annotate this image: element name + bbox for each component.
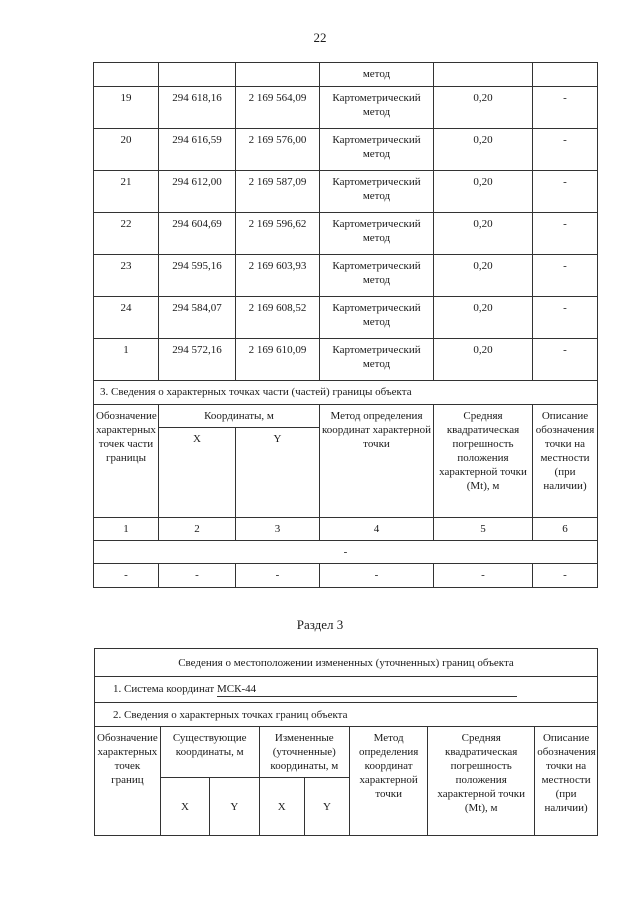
- desc-cell: -: [533, 129, 598, 171]
- header-coords: Координаты, м: [159, 405, 320, 428]
- table-row: [95, 703, 598, 727]
- method-cell: Картометрический метод: [320, 339, 434, 381]
- col-number: 5: [434, 518, 533, 541]
- header-desc: Описание обозначения точки на местности (при наличии): [535, 727, 598, 836]
- y-coordinate: 2 169 596,62: [236, 213, 320, 255]
- mt-value: 0,20: [434, 297, 533, 339]
- table-row: [94, 381, 598, 405]
- point-number: 20: [94, 129, 159, 171]
- header-y: Y: [304, 778, 349, 836]
- header-y: Y: [236, 428, 320, 518]
- x-coordinate: 294 572,16: [159, 339, 236, 381]
- point-number: 21: [94, 171, 159, 213]
- empty-cell: -: [533, 564, 598, 588]
- y-coordinate: 2 169 603,93: [236, 255, 320, 297]
- header-row: [95, 727, 598, 778]
- mt-value: 0,20: [434, 87, 533, 129]
- header-method: Метод определения координат характерной точки: [350, 727, 428, 836]
- empty-row: [94, 564, 598, 588]
- point-number: 1: [94, 339, 159, 381]
- dash-row: [94, 541, 598, 564]
- y-coordinate: 2 169 564,09: [236, 87, 320, 129]
- x-coordinate: 294 604,69: [159, 213, 236, 255]
- number-row: [94, 518, 598, 541]
- point-number: 22: [94, 213, 159, 255]
- coord-system-label: 1. Система координат: [113, 683, 215, 695]
- table-row: [94, 255, 598, 297]
- table-row: [94, 87, 598, 129]
- desc-cell: -: [533, 213, 598, 255]
- coord-system-value: МСК-44: [217, 682, 517, 697]
- desc-cell: -: [533, 87, 598, 129]
- table-row: [94, 63, 598, 87]
- empty-cell: -: [320, 564, 434, 588]
- mt-value: 0,20: [434, 339, 533, 381]
- col-number: 4: [320, 518, 434, 541]
- col-number: 3: [236, 518, 320, 541]
- point-number: 19: [94, 87, 159, 129]
- method-cell: Картометрический метод: [320, 87, 434, 129]
- coordinates-table: [93, 62, 598, 588]
- mt-value: 0,20: [434, 213, 533, 255]
- desc-cell: -: [533, 255, 598, 297]
- empty-cell: -: [94, 564, 159, 588]
- header-changed: Измененные (уточненные) координаты, м: [259, 727, 350, 778]
- method-cell: Картометрический метод: [320, 213, 434, 255]
- header-x: X: [159, 428, 236, 518]
- header-existing: Существующие координаты, м: [160, 727, 259, 778]
- table-row: [94, 129, 598, 171]
- header-x: X: [160, 778, 209, 836]
- section-title: Раздел 3: [296, 617, 344, 632]
- x-coordinate: 294 612,00: [159, 171, 236, 213]
- header-point: Обозначение характерных точек границ: [95, 727, 161, 836]
- table-row: [95, 677, 598, 703]
- x-coordinate: 294 616,59: [159, 129, 236, 171]
- method-cell: Картометрический метод: [320, 171, 434, 213]
- col-number: 2: [159, 518, 236, 541]
- desc-cell: -: [533, 171, 598, 213]
- header-y: Y: [210, 778, 259, 836]
- empty-cell: -: [159, 564, 236, 588]
- table-title: Сведения о местоположении измененных (уточненных) границ объекта: [95, 649, 598, 677]
- empty-cell: -: [434, 564, 533, 588]
- col-number: 1: [94, 518, 159, 541]
- method-cell: Картометрический метод: [320, 297, 434, 339]
- x-coordinate: 294 584,07: [159, 297, 236, 339]
- point-number: 24: [94, 297, 159, 339]
- x-coordinate: 294 595,16: [159, 255, 236, 297]
- header-x: X: [259, 778, 304, 836]
- desc-cell: -: [533, 339, 598, 381]
- header-mt: Средняя квадратическая погрешность положения характерной точки (Mt), м: [434, 405, 533, 518]
- y-coordinate: 2 169 587,09: [236, 171, 320, 213]
- x-coordinate: 294 618,16: [159, 87, 236, 129]
- header-point: Обозначение характерных точек части границы: [94, 405, 159, 518]
- header-desc: Описание обозначения точки на местности (при наличии): [533, 405, 598, 518]
- mt-value: 0,20: [434, 171, 533, 213]
- y-coordinate: 2 169 608,52: [236, 297, 320, 339]
- method-cell: метод: [320, 63, 434, 87]
- empty-cell: -: [236, 564, 320, 588]
- table-row: [95, 649, 598, 677]
- mt-value: 0,20: [434, 255, 533, 297]
- section3-title: 3. Сведения о характерных точках части (частей) границы объекта: [94, 381, 598, 405]
- page-number: 22: [313, 30, 327, 45]
- method-cell: Картометрический метод: [320, 255, 434, 297]
- boundary-table: [94, 648, 598, 836]
- y-coordinate: 2 169 610,09: [236, 339, 320, 381]
- header-row: [94, 405, 598, 428]
- table-row: [94, 213, 598, 255]
- y-coordinate: 2 169 576,00: [236, 129, 320, 171]
- header-mt: Средняя квадратическая погрешность положения характерной точки (Mt), м: [428, 727, 535, 836]
- points-title: 2. Сведения о характерных точках границ объекта: [95, 703, 598, 727]
- col-number: 6: [533, 518, 598, 541]
- point-number: 23: [94, 255, 159, 297]
- mt-value: 0,20: [434, 129, 533, 171]
- table-row: [94, 339, 598, 381]
- header-method: Метод определения координат характерной точки: [320, 405, 434, 518]
- desc-cell: -: [533, 297, 598, 339]
- table-row: [94, 297, 598, 339]
- method-cell: Картометрический метод: [320, 129, 434, 171]
- dash-cell: -: [94, 541, 598, 564]
- table-row: [94, 171, 598, 213]
